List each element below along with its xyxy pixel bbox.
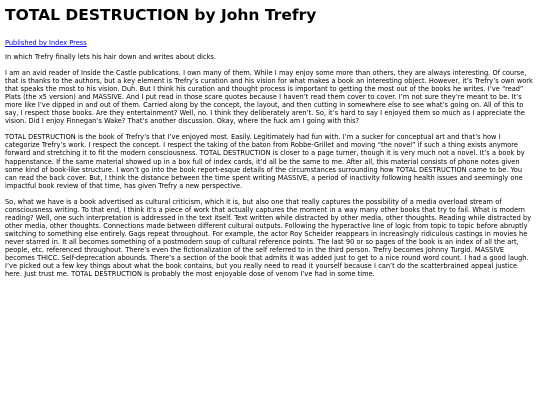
page-title: TOTAL DESTRUCTION by John Trefry — [5, 6, 317, 24]
body-paragraph-2: TOTAL DESTRUCTION is the book of Trefry’s that I’ve enjoyed most. Easily. Legitimately had fun with. I’m a sucker for conceptual art and that’s how I categorize Trefry’s work. I respect the concept. I respect the taking of the baton from Robbe-Grillet and moving “the novel” if such a thing exists anymore forward and stretching it to fit the modern consciousness. TOTAL DESTRUCTION is closer to a page turner, though it is very much not a novel. It’s a book by happenstance. If the same material showed up in a box full of index cards, it’d all be the same to me. After all, this material consists of phone notes given some kind of book-like structure. I won’t go into the book report-esque details of the circumstances surrounding how TOTAL DESTRUCTION came to be. You can read the back cover. But, I think the distance between the time spent writing MASSIVE, a period of inactivity following health issues and seemingly one impactful book review of that time, has given Trefry a new perspective. — [5, 133, 525, 190]
publisher-link[interactable]: Published by Index Press — [5, 39, 87, 47]
body-paragraph-3: So, what we have is a book advertised as cultural criticism, which it is, but also one that really captures the possibility of a media overload stream of consciousness writing. To that end, I think it’s a piece of work that actually captures the moment in a way many other books that try to fail. What is modern reading? Well, one such interpretation is addressed in the text itself. Text written while distracted by other media, other thoughts. Reading while distracted by other media, other thoughts. Connections made between different cultural outputs. Following the hyperactive line of logic from topic to topic before abruptly switching to something else entirely. Gags repeat throughout. For example, the actor Roy Scheider reappears in increasingly ridiculous castings in movies he never starred in. It all becomes something of a postmodern soup of cultural reference points. The last 90 or so pages of the book is an index of all the art, people, etc. referenced throughout. There’s even the fictionalization of the self referred to in the third person. Trefry becomes Johnny Turgid. MASSIVE becomes THICC. Self-deprecation abounds. There’s a section of the book that admits it was added just to get to a nice round word count. I had a good laugh. I’ve picked out a few key things about what the book contains, but you really need to read it yourself because I can’t do the scatterbrained appeal justice here. Just trust me. TOTAL DESTRUCTION is probably the most enjoyable dose of venom I’ve had in some time. — [5, 197, 532, 279]
intro-paragraph: In which Trefry finally lets his hair down and writes about dicks. — [5, 53, 216, 61]
body-paragraph-1: I am an avid reader of Inside the Castle publications. I own many of them. While I may enjoy some more than others, they are always interesting. Of course, that is thanks to the authors, but a key element is Trefry’s curation and his vision for what makes a book an interesting object. However, it’s Trefry’s own work that speaks the most to his vision. Duh. But I think his curation and thought process is important to getting the most out of the books he writes. I’ve “read” Plats (the x5 version) and MASSIVE. And I put read in those scare quotes because I haven’t read them cover to cover. I’m not sure they’re meant to be. It’s more like I’ve dipped in and out of them. Carried along by the concept, the layout, and then cutting in somewhere else to see what’s going on. All of this to say, I respect those books. Are they entertainment? Well, no. I think they deliberately aren’t. So, it’s hard to say I enjoyed them so much as I appreciate the vision. Did I enjoy Finnegan’s Wake? That’s another discussion. Okay, where the fuck am I going with this? — [5, 69, 533, 126]
